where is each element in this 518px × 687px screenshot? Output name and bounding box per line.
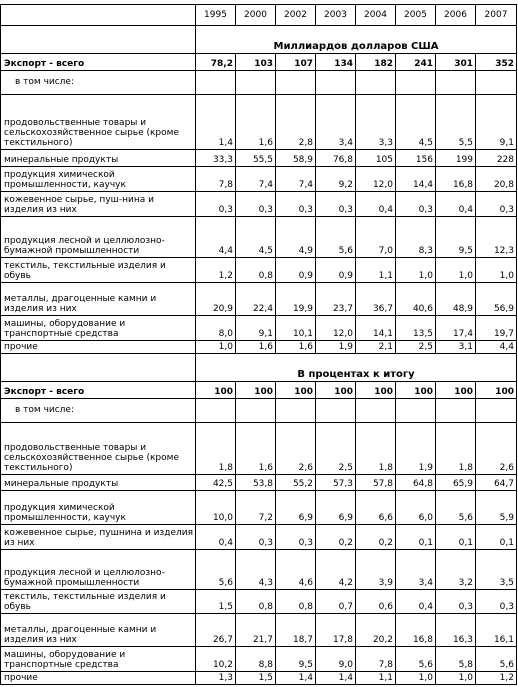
export-structure-table	[0, 4, 517, 685]
commodity-value: 3,4	[316, 95, 356, 150]
commodity-value: 19,7	[476, 316, 517, 341]
total-value: 100	[356, 382, 396, 399]
commodity-value: 0,6	[356, 590, 396, 614]
commodity-value: 7,8	[356, 647, 396, 672]
commodity-value: 9,0	[316, 647, 356, 672]
commodity-value: 16,3	[436, 614, 476, 647]
commodity-value: 21,7	[236, 614, 276, 647]
subheading-row	[1, 399, 517, 423]
commodity-value: 17,4	[436, 316, 476, 341]
commodity-value: 42,5	[196, 475, 236, 491]
year-header-row	[1, 5, 517, 26]
total-value: 107	[276, 54, 316, 71]
commodity-value: 0,3	[236, 192, 276, 217]
commodity-row	[1, 614, 517, 647]
commodity-value: 0,1	[476, 525, 517, 550]
subheading: в том числе:	[1, 399, 196, 423]
commodity-value: 6,6	[356, 491, 396, 525]
commodity-value: 9,2	[316, 167, 356, 192]
commodity-value: 0,1	[436, 525, 476, 550]
commodity-value: 2,6	[276, 423, 316, 475]
commodity-value: 0,3	[476, 590, 517, 614]
commodity-value: 40,6	[396, 283, 436, 316]
commodity-value: 4,3	[236, 550, 276, 590]
year-header: 2002	[276, 5, 316, 26]
commodity-value: 5,6	[436, 491, 476, 525]
commodity-value: 6,9	[316, 491, 356, 525]
commodity-value: 4,2	[316, 550, 356, 590]
empty-cell	[196, 399, 236, 423]
total-value: 100	[276, 382, 316, 399]
total-value: 100	[396, 382, 436, 399]
commodity-value: 36,7	[356, 283, 396, 316]
commodity-value: 5,6	[476, 647, 517, 672]
commodity-value: 1,6	[236, 95, 276, 150]
commodity-value: 5,6	[196, 550, 236, 590]
empty-cell	[356, 71, 396, 95]
commodity-value: 0,4	[396, 590, 436, 614]
commodity-value: 14,4	[396, 167, 436, 192]
commodity-value: 1,0	[436, 258, 476, 283]
commodity-value: 5,9	[476, 491, 517, 525]
commodity-value: 0,8	[236, 590, 276, 614]
commodity-value: 0,3	[276, 525, 316, 550]
commodity-label: продукция лесной и целлюлозно-бумажной промышленности	[1, 217, 196, 258]
commodity-value: 1,6	[236, 341, 276, 354]
commodity-value: 4,5	[396, 95, 436, 150]
year-header: 2003	[316, 5, 356, 26]
commodity-row	[1, 647, 517, 672]
empty-cell	[236, 399, 276, 423]
commodity-value: 4,4	[476, 341, 517, 354]
commodity-value: 4,6	[276, 550, 316, 590]
commodity-value: 57,3	[316, 475, 356, 491]
commodity-row	[1, 283, 517, 316]
commodity-value: 58,9	[276, 150, 316, 167]
commodity-row	[1, 217, 517, 258]
commodity-row	[1, 341, 517, 354]
commodity-value: 10,0	[196, 491, 236, 525]
total-value: 100	[476, 382, 517, 399]
commodity-value: 64,7	[476, 475, 517, 491]
commodity-value: 5,6	[316, 217, 356, 258]
commodity-label: прочие	[1, 672, 196, 685]
commodity-value: 0,2	[316, 525, 356, 550]
commodity-value: 1,5	[236, 672, 276, 685]
commodity-label: продовольственные товары и сельскохозяйственное сырье (кроме текстильного)	[1, 423, 196, 475]
commodity-label: минеральные продукты	[1, 150, 196, 167]
commodity-row	[1, 192, 517, 217]
total-value: 100	[436, 382, 476, 399]
total-value: 103	[236, 54, 276, 71]
commodity-value: 0,3	[276, 192, 316, 217]
commodity-value: 6,0	[396, 491, 436, 525]
commodity-value: 7,8	[196, 167, 236, 192]
commodity-value: 20,2	[356, 614, 396, 647]
commodity-value: 5,8	[436, 647, 476, 672]
commodity-value: 18,7	[276, 614, 316, 647]
commodity-value: 23,7	[316, 283, 356, 316]
empty-cell	[236, 71, 276, 95]
commodity-value: 56,9	[476, 283, 517, 316]
commodity-value: 0,9	[276, 258, 316, 283]
total-value: 301	[436, 54, 476, 71]
total-value: 352	[476, 54, 517, 71]
commodity-value: 1,1	[356, 672, 396, 685]
commodity-value: 3,3	[356, 95, 396, 150]
commodity-value: 1,6	[236, 423, 276, 475]
commodity-label: текстиль, текстильные изделия и обувь	[1, 590, 196, 614]
commodity-value: 16,8	[396, 614, 436, 647]
commodity-value: 26,7	[196, 614, 236, 647]
empty-cell	[316, 399, 356, 423]
commodity-value: 55,5	[236, 150, 276, 167]
commodity-value: 4,9	[276, 217, 316, 258]
commodity-value: 14,1	[356, 316, 396, 341]
commodity-value: 0,8	[276, 590, 316, 614]
commodity-label: машины, оборудование и транспортные средства	[1, 316, 196, 341]
commodity-value: 16,1	[476, 614, 517, 647]
commodity-value: 0,3	[476, 192, 517, 217]
commodity-value: 0,3	[196, 192, 236, 217]
commodity-row	[1, 550, 517, 590]
commodity-value: 1,8	[356, 423, 396, 475]
commodity-value: 1,3	[196, 672, 236, 685]
commodity-value: 1,0	[436, 672, 476, 685]
commodity-value: 0,7	[316, 590, 356, 614]
commodity-value: 7,0	[356, 217, 396, 258]
total-value: 78,2	[196, 54, 236, 71]
commodity-value: 2,8	[276, 95, 316, 150]
commodity-value: 1,4	[196, 95, 236, 150]
commodity-value: 5,6	[396, 647, 436, 672]
commodity-row	[1, 167, 517, 192]
empty-cell	[276, 71, 316, 95]
year-header: 2005	[396, 5, 436, 26]
commodity-label: машины, оборудование и транспортные средства	[1, 647, 196, 672]
commodity-value: 19,9	[276, 283, 316, 316]
commodity-value: 0,3	[396, 192, 436, 217]
commodity-value: 3,5	[476, 550, 517, 590]
commodity-label: металлы, драгоценные камни и изделия из них	[1, 283, 196, 316]
commodity-row	[1, 491, 517, 525]
total-value: 100	[196, 382, 236, 399]
commodity-value: 2,1	[356, 341, 396, 354]
year-header: 1995	[196, 5, 236, 26]
commodity-value: 8,0	[196, 316, 236, 341]
commodity-label: кожевенное сырье, пуш-нина и изделия из них	[1, 192, 196, 217]
commodity-label: металлы, драгоценные камни и изделия из них	[1, 614, 196, 647]
commodity-value: 7,4	[236, 167, 276, 192]
commodity-value: 4,5	[236, 217, 276, 258]
commodity-value: 22,4	[236, 283, 276, 316]
commodity-value: 1,9	[316, 341, 356, 354]
commodity-value: 12,3	[476, 217, 517, 258]
commodity-value: 1,8	[436, 423, 476, 475]
commodity-value: 0,1	[396, 525, 436, 550]
commodity-value: 10,1	[276, 316, 316, 341]
commodity-row	[1, 150, 517, 167]
year-header: 2004	[356, 5, 396, 26]
commodity-label: продукция лесной и целлюлозно-бумажной промышленности	[1, 550, 196, 590]
commodity-value: 7,4	[276, 167, 316, 192]
total-row	[1, 382, 517, 399]
commodity-value: 3,2	[436, 550, 476, 590]
commodity-row	[1, 672, 517, 685]
subheading: в том числе:	[1, 71, 196, 95]
commodity-value: 0,4	[436, 192, 476, 217]
commodity-value: 105	[356, 150, 396, 167]
total-row	[1, 54, 517, 71]
total-value: 134	[316, 54, 356, 71]
total-label: Экспорт - всего	[1, 54, 196, 71]
total-label: Экспорт - всего	[1, 382, 196, 399]
commodity-value: 20,9	[196, 283, 236, 316]
commodity-row	[1, 95, 517, 150]
commodity-row	[1, 525, 517, 550]
commodity-value: 64,8	[396, 475, 436, 491]
section-title-blank	[1, 26, 196, 54]
section-title-blank	[1, 354, 196, 382]
commodity-value: 33,3	[196, 150, 236, 167]
total-value: 100	[236, 382, 276, 399]
commodity-value: 7,2	[236, 491, 276, 525]
commodity-value: 1,6	[276, 341, 316, 354]
commodity-value: 55,2	[276, 475, 316, 491]
commodity-value: 20,8	[476, 167, 517, 192]
commodity-label: продукция химической промышленности, каучук	[1, 491, 196, 525]
total-value: 241	[396, 54, 436, 71]
commodity-value: 9,5	[436, 217, 476, 258]
commodity-value: 9,1	[236, 316, 276, 341]
section-title: Миллиардов долларов США	[196, 26, 517, 54]
commodity-value: 57,8	[356, 475, 396, 491]
commodity-row	[1, 475, 517, 491]
commodity-value: 0,3	[436, 590, 476, 614]
commodity-label: продовольственные товары и сельскохозяйственное сырье (кроме текстильного)	[1, 95, 196, 150]
commodity-value: 0,4	[356, 192, 396, 217]
commodity-value: 0,4	[196, 525, 236, 550]
commodity-value: 0,2	[356, 525, 396, 550]
commodity-label: прочие	[1, 341, 196, 354]
year-header: 2007	[476, 5, 517, 26]
commodity-value: 5,5	[436, 95, 476, 150]
commodity-value: 1,0	[476, 258, 517, 283]
commodity-value: 1,0	[196, 341, 236, 354]
commodity-value: 1,4	[276, 672, 316, 685]
commodity-value: 76,8	[316, 150, 356, 167]
commodity-value: 1,9	[396, 423, 436, 475]
corner-cell	[1, 5, 196, 26]
year-header: 2000	[236, 5, 276, 26]
commodity-row	[1, 316, 517, 341]
commodity-label: минеральные продукты	[1, 475, 196, 491]
commodity-value: 1,2	[476, 672, 517, 685]
commodity-value: 9,5	[276, 647, 316, 672]
commodity-row	[1, 423, 517, 475]
commodity-value: 3,1	[436, 341, 476, 354]
commodity-value: 8,8	[236, 647, 276, 672]
empty-cell	[316, 71, 356, 95]
commodity-value: 3,4	[396, 550, 436, 590]
commodity-value: 3,9	[356, 550, 396, 590]
commodity-value: 156	[396, 150, 436, 167]
commodity-row	[1, 590, 517, 614]
commodity-value: 13,5	[396, 316, 436, 341]
empty-cell	[356, 399, 396, 423]
commodity-value: 1,0	[396, 258, 436, 283]
commodity-value: 2,5	[396, 341, 436, 354]
empty-cell	[196, 71, 236, 95]
commodity-value: 8,3	[396, 217, 436, 258]
empty-cell	[476, 71, 517, 95]
commodity-value: 12,0	[356, 167, 396, 192]
section-title-row	[1, 26, 517, 54]
commodity-value: 1,5	[196, 590, 236, 614]
commodity-value: 4,4	[196, 217, 236, 258]
commodity-value: 48,9	[436, 283, 476, 316]
commodity-value: 10,2	[196, 647, 236, 672]
subheading-row	[1, 71, 517, 95]
empty-cell	[396, 71, 436, 95]
commodity-value: 0,3	[316, 192, 356, 217]
commodity-value: 65,9	[436, 475, 476, 491]
commodity-value: 0,9	[316, 258, 356, 283]
section-title: В процентах к итогу	[196, 354, 517, 382]
total-value: 100	[316, 382, 356, 399]
empty-cell	[476, 399, 517, 423]
empty-cell	[276, 399, 316, 423]
commodity-value: 9,1	[476, 95, 517, 150]
commodity-value: 1,8	[196, 423, 236, 475]
commodity-value: 228	[476, 150, 517, 167]
empty-cell	[436, 71, 476, 95]
commodity-value: 199	[436, 150, 476, 167]
year-header: 2006	[436, 5, 476, 26]
commodity-value: 1,2	[196, 258, 236, 283]
commodity-value: 1,4	[316, 672, 356, 685]
commodity-value: 2,6	[476, 423, 517, 475]
commodity-value: 53,8	[236, 475, 276, 491]
commodity-value: 1,0	[396, 672, 436, 685]
commodity-label: текстиль, текстильные изделия и обувь	[1, 258, 196, 283]
commodity-row	[1, 258, 517, 283]
commodity-label: продукция химической промышленности, каучук	[1, 167, 196, 192]
commodity-label: кожевенное сырье, пушнина и изделия из них	[1, 525, 196, 550]
empty-cell	[396, 399, 436, 423]
empty-cell	[436, 399, 476, 423]
commodity-value: 16,8	[436, 167, 476, 192]
section-title-row	[1, 354, 517, 382]
commodity-value: 2,5	[316, 423, 356, 475]
commodity-value: 0,3	[236, 525, 276, 550]
total-value: 182	[356, 54, 396, 71]
commodity-value: 17,8	[316, 614, 356, 647]
commodity-value: 1,1	[356, 258, 396, 283]
commodity-value: 6,9	[276, 491, 316, 525]
commodity-value: 0,8	[236, 258, 276, 283]
commodity-value: 12,0	[316, 316, 356, 341]
